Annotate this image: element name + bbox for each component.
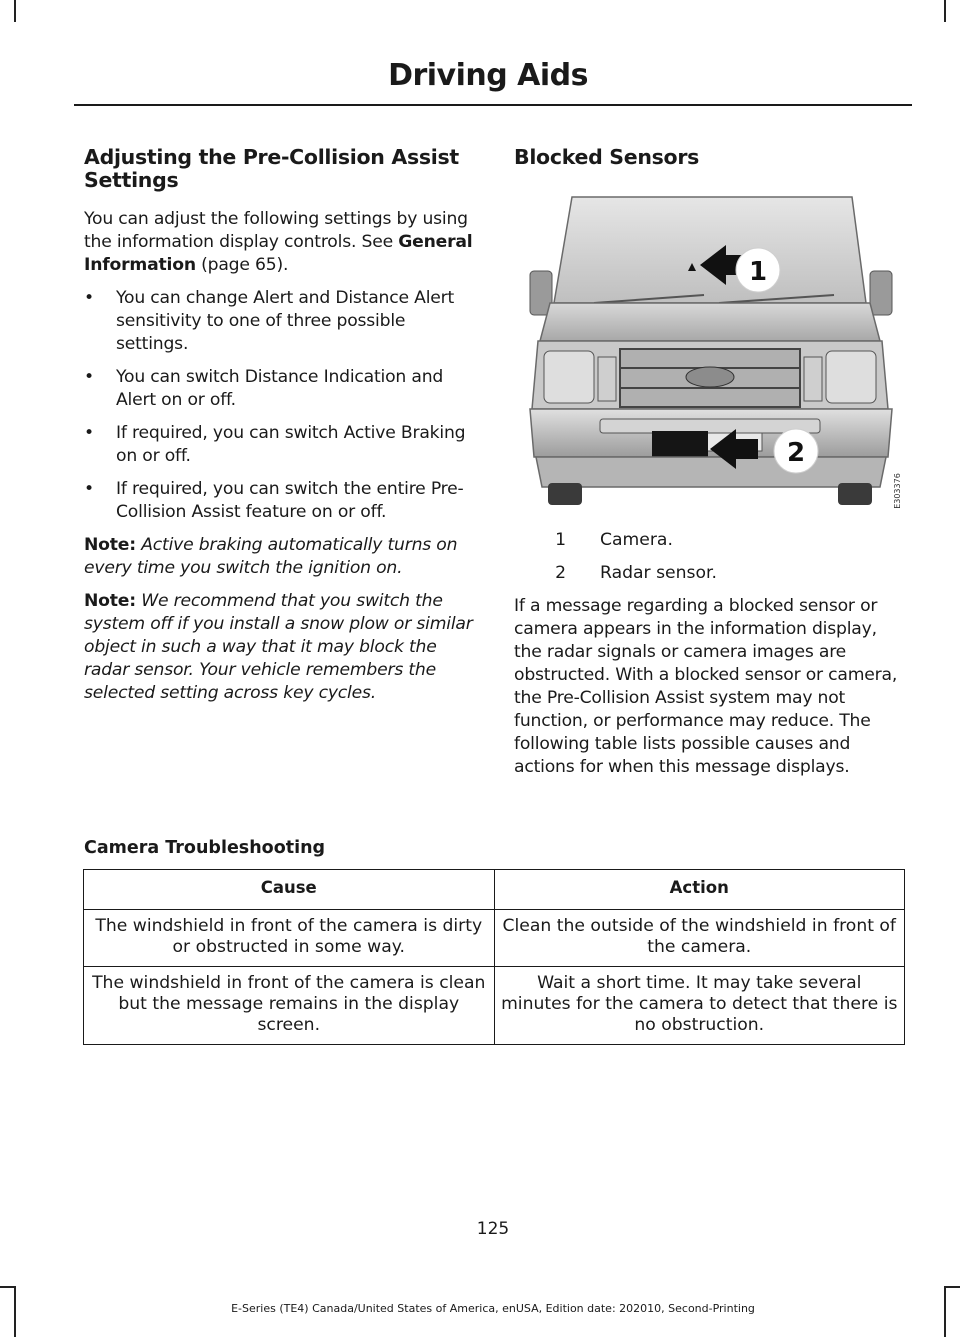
left-column — [84, 146, 476, 715]
list-item-text: If required, you can switch Active Braking on or off. — [116, 423, 466, 466]
intro-paragraph — [84, 208, 476, 277]
legend-label: Radar sensor. — [600, 563, 717, 583]
legend-item — [514, 562, 908, 585]
right-headlight — [826, 351, 876, 403]
column-header-cause: Cause — [84, 870, 495, 910]
troubleshooting-table — [83, 869, 905, 1045]
left-tire — [548, 483, 582, 505]
list-item — [84, 287, 476, 356]
bullet-icon: • — [84, 367, 94, 387]
header-divider — [74, 104, 912, 106]
cross-reference-link[interactable]: General Information — [84, 232, 473, 275]
bullet-icon: • — [84, 423, 94, 443]
windshield — [554, 197, 866, 303]
badge — [686, 367, 734, 387]
figure-legend — [514, 529, 908, 585]
blocked-sensor-paragraph: If a message regarding a blocked sensor or camera appears in the information display, the radar signals or camera images are obstructed. With a blocked sensor or camera, the Pre-Collision Assist system may not function, or performance may reduce. The following table lists possible causes and actions for when this message displays. — [514, 596, 898, 777]
page-footer: E-Series (TE4) Canada/United States of America, enUSA, Edition date: 202010, Second-Printing — [231, 1302, 755, 1315]
vehicle-front-illustration — [514, 191, 908, 511]
table-cell: Clean the outside of the windshield in front of the camera. — [494, 910, 905, 967]
note-paragraph — [84, 590, 476, 705]
column-header-action: Action — [494, 870, 905, 910]
table-cell: The windshield in front of the camera is dirty or obstructed in some way. — [84, 910, 495, 967]
van-front-svg — [514, 191, 908, 511]
note-paragraph — [84, 534, 476, 580]
crop-mark — [14, 0, 16, 22]
table-row — [84, 910, 905, 967]
hood — [540, 303, 880, 341]
legend-item — [514, 529, 908, 552]
intro-text: You can adjust the following settings by using the information display controls. See — [84, 209, 468, 252]
list-item — [84, 478, 476, 524]
note-text: We recommend that you switch the system off if you install a snow plow or similar object in such a way that it may block the radar sensor. Your vehicle remembers the selected setting across key cycles. — [84, 591, 473, 703]
list-item-text: If required, you can switch the entire Pre-Collision Assist feature on or off. — [116, 479, 464, 522]
table-cell: The windshield in front of the camera is clean but the message remains in the display screen. — [84, 967, 495, 1045]
list-item — [84, 366, 476, 412]
page-number: 125 — [476, 1219, 510, 1239]
bullet-icon: • — [84, 479, 94, 499]
section-heading: Blocked Sensors — [514, 145, 700, 169]
table-header-row — [84, 870, 905, 910]
page-header-title: Driving Aids — [388, 58, 588, 93]
callout-2-label: 2 — [786, 438, 806, 468]
right-tire — [838, 483, 872, 505]
note-text: Active braking automatically turns on every time you switch the ignition on. — [84, 535, 458, 578]
crop-mark — [944, 0, 946, 22]
right-column — [514, 146, 908, 789]
legend-label: Camera. — [600, 530, 673, 550]
table-row — [84, 967, 905, 1045]
list-item-text: You can switch Distance Indication and Alert on or off. — [116, 367, 444, 410]
list-item-text: You can change Alert and Distance Alert sensitivity to one of three possible settings. — [116, 288, 455, 354]
settings-list — [84, 287, 476, 524]
table-title: Camera Troubleshooting — [84, 838, 326, 858]
table-cell: Wait a short time. It may take several minutes for the camera to detect that there is no obstruction. — [494, 967, 905, 1045]
crop-mark — [0, 1286, 16, 1288]
figure-code: E303376 — [893, 473, 902, 509]
page-reference: (page 65). — [195, 255, 289, 275]
left-headlight — [544, 351, 594, 403]
legend-number: 1 — [555, 530, 566, 550]
crop-mark — [944, 1286, 960, 1288]
note-label: Note: — [84, 535, 136, 555]
bullet-icon: • — [84, 288, 94, 308]
note-label: Note: — [84, 591, 136, 611]
list-item — [84, 422, 476, 468]
callout-1-label: 1 — [748, 257, 768, 287]
right-mirror — [870, 271, 892, 315]
legend-number: 2 — [555, 563, 566, 583]
section-heading: Adjusting the Pre-Collision Assist Settings — [84, 145, 459, 192]
